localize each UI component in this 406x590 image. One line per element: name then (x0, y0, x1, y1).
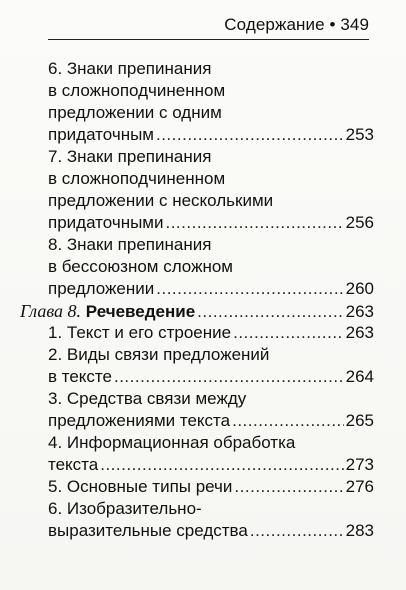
toc-chapter-entry (20, 300, 374, 322)
page-number: 276 (345, 477, 374, 496)
toc-entry-title: в тексте (48, 367, 112, 386)
toc-entry-title: придаточным (48, 125, 154, 144)
toc-line: в бессоюзном сложном (48, 257, 233, 276)
toc-line: в сложноподчиненном (48, 169, 226, 188)
dot-leader (234, 476, 343, 498)
toc-entry-title: текста (48, 455, 99, 474)
toc-entry-title: 5. Основные типы речи (48, 477, 233, 496)
toc-line: 6. Знаки препинания (48, 59, 212, 78)
page-number: 263 (345, 323, 374, 342)
toc-line: 4. Информационная обработка (48, 433, 296, 452)
page-number: 273 (345, 455, 374, 474)
toc-entry (48, 212, 374, 234)
toc-entry (48, 124, 374, 146)
header-rule (48, 39, 369, 40)
chapter-heading (20, 300, 195, 322)
toc-entry-title: придаточными (48, 213, 164, 232)
toc-entry (48, 278, 374, 300)
chapter-title: Речеведение (85, 302, 196, 321)
page-number: 263 (345, 302, 374, 321)
toc-entry (48, 520, 374, 542)
chapter-label: Глава 8. (20, 301, 82, 321)
page-number: 256 (345, 213, 374, 232)
dot-leader (100, 454, 343, 476)
toc-entry-title: предложении (48, 279, 155, 298)
toc-line: предложении с одним (48, 103, 222, 122)
toc-line: 7. Знаки препинания (48, 147, 212, 166)
page-number: 283 (345, 521, 374, 540)
toc-entry-title: выразительные средства (48, 521, 248, 540)
header-text: Содержание • 349 (224, 15, 369, 34)
toc-entry-title: 1. Текст и его строение (48, 323, 232, 342)
dot-leader (114, 366, 344, 388)
dot-leader (250, 520, 344, 542)
page-number: 260 (345, 279, 374, 298)
dot-leader (165, 212, 343, 234)
page-number: 253 (345, 125, 374, 144)
toc-entry (48, 476, 374, 498)
running-header (0, 0, 406, 42)
toc-line: в сложноподчиненном (48, 81, 226, 100)
toc-line: 8. Знаки препинания (48, 235, 212, 254)
dot-leader (232, 410, 344, 432)
toc-line: 3. Средства связи между (48, 389, 247, 408)
page-number: 265 (345, 411, 374, 430)
dot-leader (156, 124, 344, 146)
toc-entry-title: предложениями текста (48, 411, 231, 430)
toc-line: 2. Виды связи предложений (48, 345, 270, 364)
toc-entry (48, 366, 374, 388)
dot-leader (233, 322, 344, 344)
page-number: 264 (345, 367, 374, 386)
toc-line: 6. Изобразительно- (48, 499, 202, 518)
dot-leader (156, 278, 343, 300)
toc-line: предложении с несколькими (48, 191, 274, 210)
toc-entry (48, 454, 374, 476)
toc-entry (48, 322, 374, 344)
dot-leader (197, 301, 343, 322)
toc-entry (48, 410, 374, 432)
